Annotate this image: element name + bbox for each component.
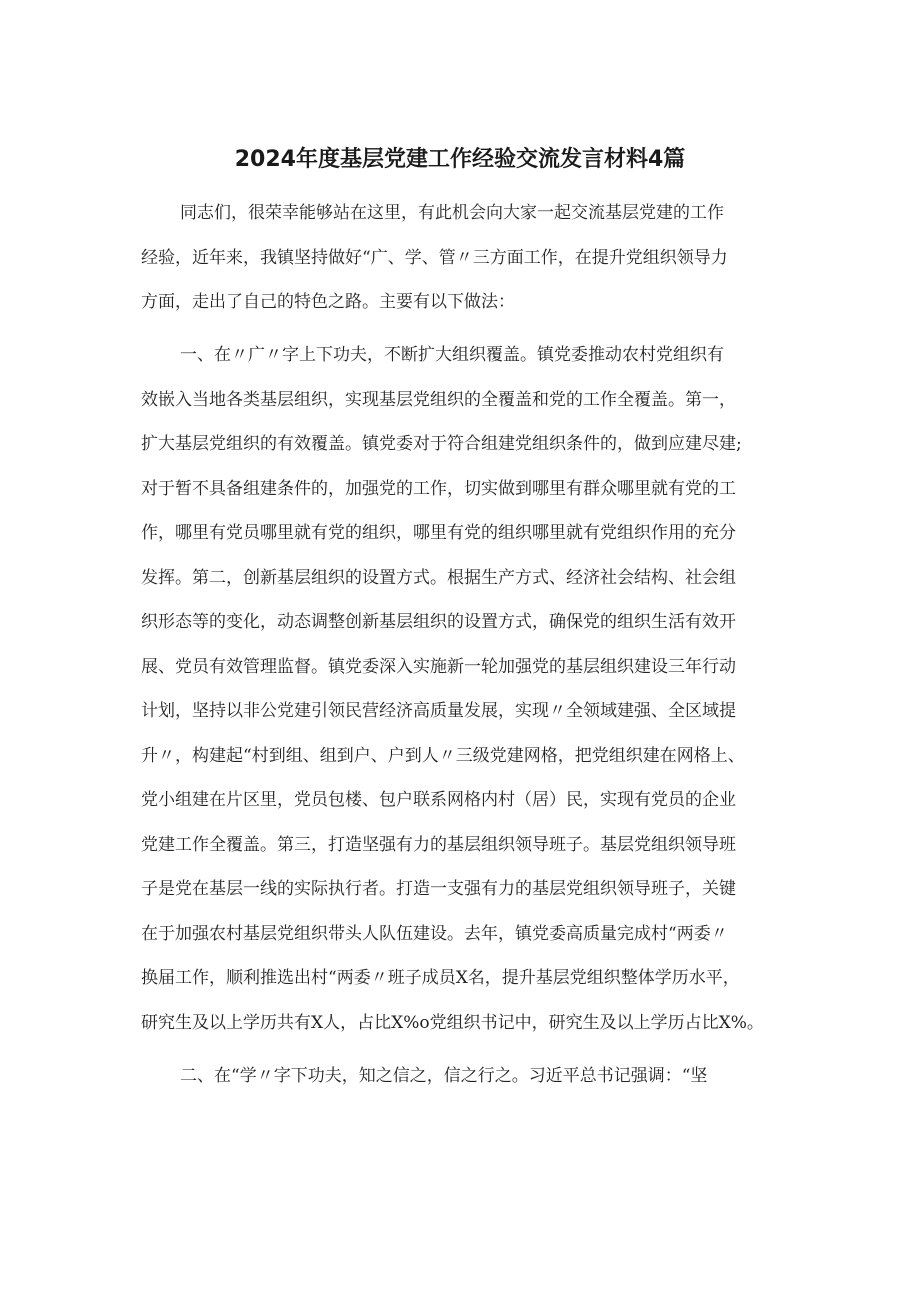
paragraph-line: 经验，近年来，我镇坚持做好“广、学、管〃三方面工作，在提升党组织领导力	[141, 248, 728, 268]
paragraph-line: 对于暂不具备组建条件的，加强党的工作，切实做到哪里有群众哪里就有党的工	[141, 479, 736, 499]
paragraph-line: 党建工作全覆盖。第三，打造坚强有力的基层组织领导班子。基层党组织领导班	[141, 835, 736, 855]
paragraph-line: 研究生及以上学历共有X人，占比X%o党组织书记中，研究生及以上学历占比X%。	[141, 1013, 764, 1033]
paragraph-line: 换届工作，顺利推选出村“两委〃班子成员X名，提升基层党组织整体学历水平，	[141, 968, 740, 988]
paragraph-line: 在于加强农村基层党组织带头人队伍建设。去年，镇党委高质量完成村“两委〃	[141, 924, 728, 944]
paragraph-line: 升〃，构建起“村到组、组到户、户到人〃三级党建网格，把党组织建在网格上、	[141, 746, 745, 766]
paragraph-line: 效嵌入当地各类基层组织，实现基层党组织的全覆盖和党的工作全覆盖。第一，	[141, 390, 736, 410]
paragraph-line: 方面，走出了自己的特色之路。主要有以下做法：	[141, 292, 515, 312]
paragraph-line: 同志们，很荣幸能够站在这里，有此机会向大家一起交流基层党建的工作	[180, 203, 724, 223]
paragraph-line: 计划，坚持以非公党建引领民营经济高质量发展，实现〃全领域建强、全区域提	[141, 701, 736, 721]
paragraph-line: 二、在“学〃字下功夫，知之信之，信之行之。习近平总书记强调：“坚	[180, 1066, 708, 1086]
paragraph-line: 展、党员有效管理监督。镇党委深入实施新一轮加强党的基层组织建设三年行动	[141, 657, 736, 677]
paragraph-line: 作，哪里有党员哪里就有党的组织，哪里有党的组织哪里就有党组织作用的充分	[141, 523, 736, 543]
paragraph-line: 子是党在基层一线的实际执行者。打造一支强有力的基层党组织领导班子，关键	[141, 879, 736, 899]
paragraph-line: 党小组建在片区里，党员包楼、包户联系网格内村（居）民，实现有党员的企业	[141, 790, 736, 810]
paragraph-line: 一、在〃广〃字上下功夫，不断扩大组织覆盖。镇党委推动农村党组织有	[180, 345, 724, 365]
paragraph-line: 织形态等的变化，动态调整创新基层组织的设置方式，确保党的组织生活有效开	[141, 612, 736, 632]
document-title: 2024年度基层党建工作经验交流发言材料4篇	[234, 147, 686, 172]
paragraph-line: 扩大基层党组织的有效覆盖。镇党委对于符合组建党组织条件的，做到应建尽建;	[141, 434, 742, 454]
paragraph-line: 发挥。第二，创新基层组织的设置方式。根据生产方式、经济社会结构、社会组	[141, 568, 736, 588]
